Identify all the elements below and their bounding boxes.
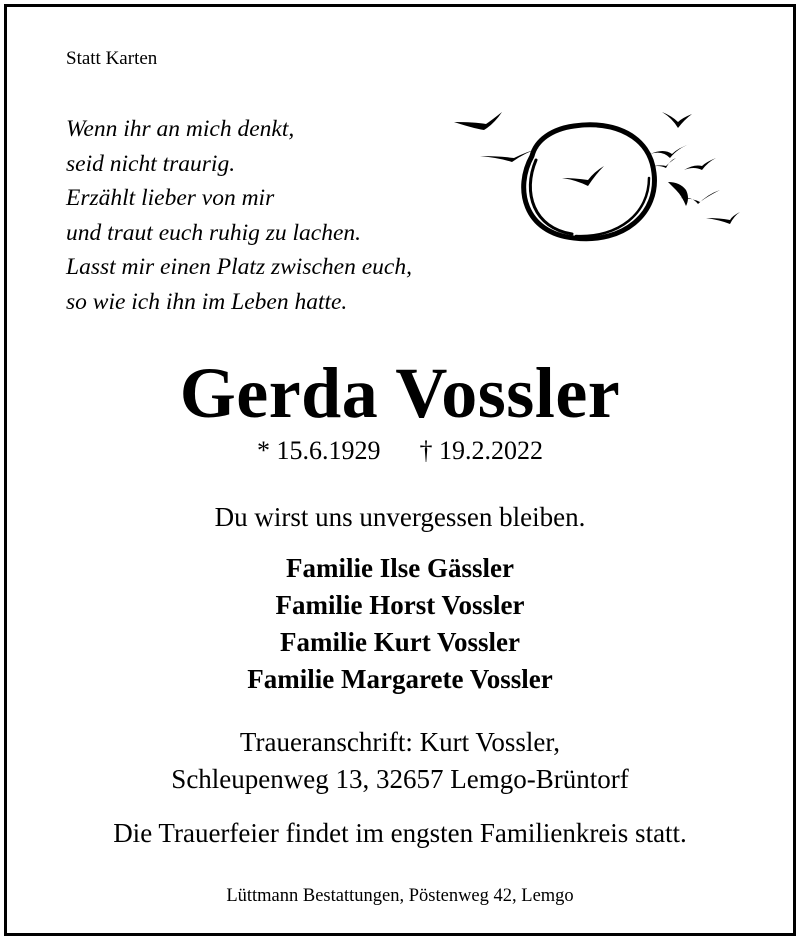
poem-line: Lasst mir einen Platz zwischen euch, [66,254,412,280]
undertaker-info: Lüttmann Bestattungen, Pöstenweg 42, Lemgo [226,886,574,906]
poem-line: seid nicht traurig. [66,150,236,177]
family-entry: Familie Horst Vossler [275,590,525,620]
death-cross-icon: † [419,436,433,465]
statt-karten-label: Statt Karten [66,48,158,69]
poem-line: Erzählt lieber von mir [66,185,275,211]
memorial-tagline: Du wirst uns unvergessen bleiben. [214,502,586,532]
condolence-address [0,724,800,798]
birds-over-moon-icon [444,98,744,258]
funeral-note: Die Trauerfeier findet im engsten Familienkreis statt. [113,818,687,848]
poem [66,112,412,319]
birth-date: 15.6.1929 [276,436,381,465]
poem-line: Wenn ihr an mich denkt, [66,116,295,142]
address-line: Traueranschrift: Kurt Vossler, [239,727,561,757]
family-entry: Familie Ilse Gässler [286,553,514,583]
family-entry: Familie Margarete Vossler [247,664,553,694]
poem-line: so wie ich ihn im Leben hatte. [66,288,348,315]
poem-line: und traut euch ruhig zu lachen. [66,219,362,246]
death-date: 19.2.2022 [439,436,543,465]
address-line: Schleupenweg 13, 32657 Lemgo-Brüntorf [171,764,629,794]
life-dates [0,436,800,466]
family-entry: Familie Kurt Vossler [280,627,520,657]
birth-symbol: * [257,436,270,465]
family-list [0,550,800,698]
deceased-name: Gerda Vossler [179,353,621,433]
